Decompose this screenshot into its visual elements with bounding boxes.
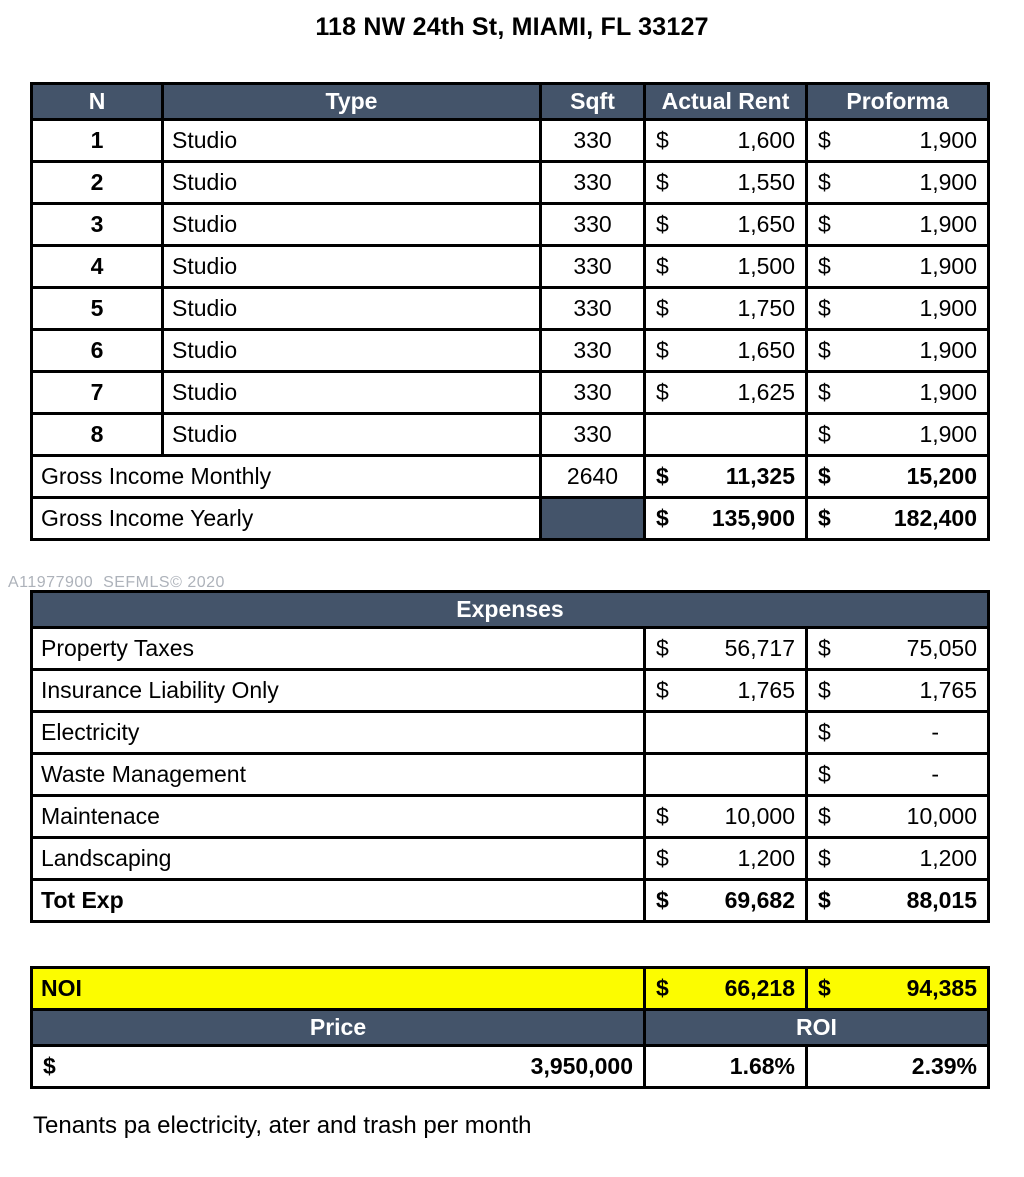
amount: 1,650 <box>737 337 795 363</box>
page-title: 118 NW 24th St, MIAMI, FL 33127 <box>315 13 709 41</box>
unit-actual-rent <box>645 246 807 288</box>
unit-sqft: 330 <box>541 330 645 372</box>
currency-symbol: $ <box>656 505 669 531</box>
expense-label: Waste Management <box>32 754 645 796</box>
amount: 1,765 <box>919 677 978 703</box>
noi-actual <box>645 968 807 1010</box>
gross-income-monthly-proforma <box>807 456 989 498</box>
unit-sqft: 330 <box>541 162 645 204</box>
expenses-title: Expenses <box>32 592 989 628</box>
expense-row <box>32 628 989 670</box>
gross-income-yearly-row <box>32 498 989 540</box>
currency-symbol: $ <box>818 421 831 447</box>
expense-proforma <box>807 712 989 754</box>
unit-number: 3 <box>32 204 163 246</box>
price-roi-values-row <box>32 1046 989 1088</box>
amount: 11,325 <box>725 463 795 489</box>
currency-symbol: $ <box>656 635 669 661</box>
unit-row <box>32 120 989 162</box>
expense-row <box>32 670 989 712</box>
unit-type: Studio <box>163 288 541 330</box>
amount: 1,200 <box>737 845 795 871</box>
currency-symbol: $ <box>656 845 669 871</box>
amount: 3,950,000 <box>530 1053 633 1079</box>
amount: 94,385 <box>906 975 977 1001</box>
amount: 66,218 <box>724 975 795 1001</box>
unit-number: 5 <box>32 288 163 330</box>
unit-actual-rent <box>645 162 807 204</box>
currency-symbol: $ <box>818 719 831 745</box>
unit-sqft: 330 <box>541 120 645 162</box>
summary-table <box>30 966 990 1089</box>
currency-symbol: $ <box>656 975 669 1001</box>
amount: 1,900 <box>919 421 977 447</box>
mls-watermark: A11977900 SEFMLS© 2020 <box>8 574 225 591</box>
amount: 10,000 <box>724 803 795 829</box>
unit-number: 1 <box>32 120 163 162</box>
noi-row <box>32 968 989 1010</box>
currency-symbol: $ <box>818 677 831 703</box>
unit-number: 6 <box>32 330 163 372</box>
expense-row <box>32 754 989 796</box>
amount: - <box>931 761 940 787</box>
expense-actual <box>645 796 807 838</box>
currency-symbol: $ <box>818 635 831 661</box>
amount: 1,200 <box>919 845 978 871</box>
unit-proforma-rent <box>807 120 989 162</box>
currency-symbol: $ <box>818 253 831 279</box>
unit-actual-rent <box>645 372 807 414</box>
unit-sqft: 330 <box>541 414 645 456</box>
header-n: N <box>32 84 163 120</box>
unit-row <box>32 414 989 456</box>
unit-type: Studio <box>163 372 541 414</box>
currency-symbol: $ <box>656 295 669 321</box>
unit-type: Studio <box>163 204 541 246</box>
header-proforma: Proforma <box>807 84 989 120</box>
unit-type: Studio <box>163 120 541 162</box>
amount: 88,015 <box>906 887 978 913</box>
currency-symbol: $ <box>656 127 669 153</box>
amount: 1,900 <box>919 211 977 237</box>
expense-actual <box>645 754 807 796</box>
amount: 1,765 <box>737 677 795 703</box>
expense-label: Insurance Liability Only <box>32 670 645 712</box>
currency-symbol: $ <box>656 211 669 237</box>
currency-symbol: $ <box>818 211 831 237</box>
price-header: Price <box>32 1010 645 1046</box>
gross-income-monthly-label: Gross Income Monthly <box>32 456 541 498</box>
unit-row <box>32 246 989 288</box>
unit-row <box>32 288 989 330</box>
currency-symbol: $ <box>818 761 831 787</box>
rent-header-row <box>32 84 989 120</box>
gross-income-yearly-label: Gross Income Yearly <box>32 498 541 540</box>
unit-actual-rent <box>645 204 807 246</box>
expenses-header-row <box>32 592 989 628</box>
roi-actual-value: 1.68% <box>645 1046 807 1088</box>
unit-number: 7 <box>32 372 163 414</box>
unit-row <box>32 204 989 246</box>
amount: 1,500 <box>737 253 795 279</box>
unit-sqft: 330 <box>541 204 645 246</box>
amount: 1,650 <box>737 211 795 237</box>
currency-symbol: $ <box>656 379 669 405</box>
expense-row <box>32 838 989 880</box>
amount: 1,750 <box>737 295 795 321</box>
expense-label: Maintenace <box>32 796 645 838</box>
unit-type: Studio <box>163 162 541 204</box>
expense-proforma <box>807 628 989 670</box>
roi-header: ROI <box>645 1010 989 1046</box>
currency-symbol: $ <box>656 169 669 195</box>
currency-symbol: $ <box>818 463 831 489</box>
total-sqft: 2640 <box>541 456 645 498</box>
header-sqft: Sqft <box>541 84 645 120</box>
currency-symbol: $ <box>656 803 669 829</box>
expense-label: Property Taxes <box>32 628 645 670</box>
currency-symbol: $ <box>656 253 669 279</box>
amount: 10,000 <box>906 803 978 829</box>
unit-type: Studio <box>163 330 541 372</box>
unit-proforma-rent <box>807 414 989 456</box>
currency-symbol: $ <box>818 803 831 829</box>
header-type: Type <box>163 84 541 120</box>
currency-symbol: $ <box>818 127 831 153</box>
amount: 1,900 <box>919 127 977 153</box>
rent-table <box>30 82 990 541</box>
noi-label: NOI <box>32 968 645 1010</box>
unit-number: 4 <box>32 246 163 288</box>
unit-proforma-rent <box>807 162 989 204</box>
unit-row <box>32 330 989 372</box>
amount: 1,600 <box>737 127 795 153</box>
currency-symbol: $ <box>656 677 669 703</box>
expense-proforma <box>807 670 989 712</box>
expenses-table <box>30 590 990 923</box>
header-actual-rent: Actual Rent <box>645 84 807 120</box>
unit-proforma-rent <box>807 246 989 288</box>
currency-symbol: $ <box>818 887 831 913</box>
filled-dark-cell <box>541 498 645 540</box>
expense-row <box>32 712 989 754</box>
total-expenses-label: Tot Exp <box>32 880 645 922</box>
amount: 1,900 <box>919 169 977 195</box>
amount: 135,900 <box>711 505 795 531</box>
expense-actual <box>645 712 807 754</box>
footer-note: Tenants pa electricity, ater and trash per month <box>33 1112 532 1139</box>
expense-actual <box>645 838 807 880</box>
amount: 1,550 <box>737 169 795 195</box>
expense-label: Landscaping <box>32 838 645 880</box>
currency-symbol: $ <box>818 845 831 871</box>
gross-income-monthly-actual <box>645 456 807 498</box>
noi-proforma <box>807 968 989 1010</box>
unit-proforma-rent <box>807 204 989 246</box>
amount: 1,900 <box>919 337 977 363</box>
currency-symbol: $ <box>818 505 831 531</box>
unit-actual-rent <box>645 120 807 162</box>
unit-number: 2 <box>32 162 163 204</box>
unit-row <box>32 162 989 204</box>
unit-row <box>32 372 989 414</box>
amount: 56,717 <box>724 635 795 661</box>
expense-proforma <box>807 754 989 796</box>
total-expenses-proforma <box>807 880 989 922</box>
unit-sqft: 330 <box>541 246 645 288</box>
gross-income-monthly-row <box>32 456 989 498</box>
expense-actual <box>645 670 807 712</box>
amount: 75,050 <box>906 635 978 661</box>
amount: 15,200 <box>906 463 977 489</box>
amount: 1,625 <box>737 379 795 405</box>
unit-number: 8 <box>32 414 163 456</box>
total-expenses-row <box>32 880 989 922</box>
expense-actual <box>645 628 807 670</box>
unit-sqft: 330 <box>541 372 645 414</box>
currency-symbol: $ <box>818 379 831 405</box>
roi-proforma-value: 2.39% <box>807 1046 989 1088</box>
expense-proforma <box>807 796 989 838</box>
unit-actual-rent <box>645 288 807 330</box>
gross-income-yearly-actual <box>645 498 807 540</box>
unit-type: Studio <box>163 414 541 456</box>
amount: 1,900 <box>919 253 977 279</box>
price-roi-header-row <box>32 1010 989 1046</box>
currency-symbol: $ <box>818 295 831 321</box>
unit-type: Studio <box>163 246 541 288</box>
amount: - <box>931 719 940 745</box>
amount: 69,682 <box>724 887 795 913</box>
unit-proforma-rent <box>807 372 989 414</box>
amount: 1,900 <box>919 295 977 321</box>
gross-income-yearly-proforma <box>807 498 989 540</box>
currency-symbol: $ <box>656 463 669 489</box>
amount: 182,400 <box>893 505 977 531</box>
currency-symbol: $ <box>818 337 831 363</box>
currency-symbol: $ <box>818 169 831 195</box>
unit-actual-rent <box>645 414 807 456</box>
currency-symbol: $ <box>656 337 669 363</box>
unit-sqft: 330 <box>541 288 645 330</box>
unit-actual-rent <box>645 330 807 372</box>
currency-symbol: $ <box>656 887 669 913</box>
currency-symbol: $ <box>818 975 831 1001</box>
price-value <box>32 1046 645 1088</box>
total-expenses-actual <box>645 880 807 922</box>
currency-symbol: $ <box>43 1053 56 1079</box>
unit-proforma-rent <box>807 330 989 372</box>
amount: 1,900 <box>919 379 977 405</box>
expense-row <box>32 796 989 838</box>
unit-proforma-rent <box>807 288 989 330</box>
expense-label: Electricity <box>32 712 645 754</box>
expense-proforma <box>807 838 989 880</box>
